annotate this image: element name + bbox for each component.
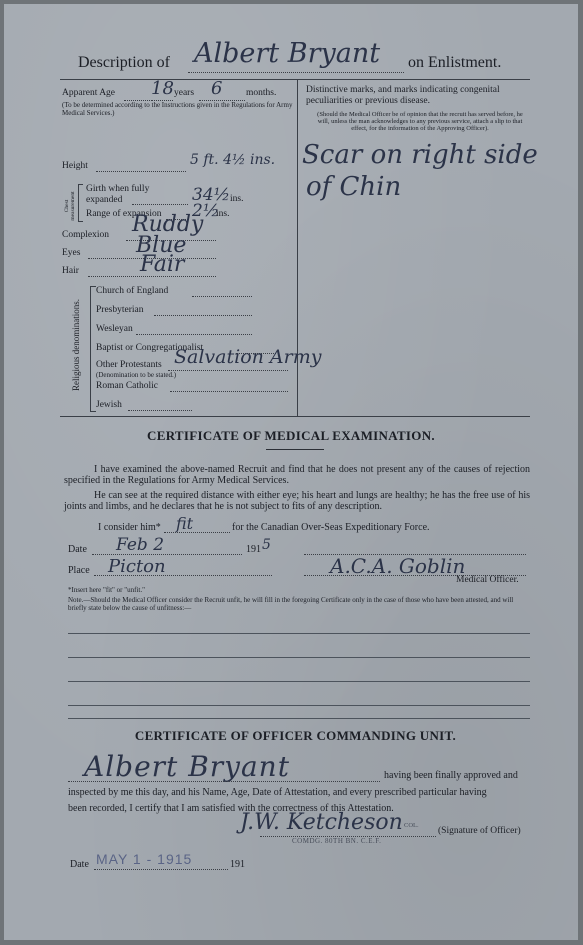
chest-measurement: Chest measurement bbox=[64, 191, 76, 221]
unfit-line-1 bbox=[68, 633, 530, 634]
eyes-value: Blue bbox=[136, 233, 187, 258]
footnote-note: Note.—Should the Medical Officer consider the Recruit unfit, he will fill in the foregoing Certificate only in the case of those who have been attested, and will briefly state below the cause of unfitness:— bbox=[68, 596, 514, 612]
medical-place-value: Picton bbox=[108, 556, 166, 577]
months-label: months. bbox=[246, 88, 277, 98]
height-value: 5 ft. 4½ ins. bbox=[190, 152, 276, 168]
form-top-rule bbox=[60, 79, 530, 80]
hair-label: Hair bbox=[62, 266, 79, 276]
commanding-date-label: Date bbox=[70, 859, 89, 870]
footnote-insert: *Insert here "fit" or "unfit." bbox=[68, 586, 145, 594]
age-label: Apparent Age bbox=[62, 88, 116, 98]
commanding-certificate-title: CERTIFICATE OF OFFICER COMMANDING UNIT. bbox=[134, 728, 457, 743]
unfit-line-5 bbox=[68, 718, 530, 719]
distinctive-marks-line-1: Scar on right side bbox=[302, 140, 538, 170]
denomination-note: (Denomination to be stated.) bbox=[96, 371, 177, 379]
years-label: years bbox=[174, 88, 195, 98]
girth-value: 34½ bbox=[192, 185, 231, 205]
commanding-officer-signature: J.W. Ketcheson bbox=[240, 810, 403, 835]
medical-officer-signature: A.C.A. Goblin bbox=[330, 554, 466, 578]
distinctive-marks-note: (Should the Medical Officer be of opinion that the recruit has served before, he will, unless the man acknowledges to any previous service, attach a slip to that effect, for the information of the Approving Officer). bbox=[317, 111, 523, 132]
religion-wesleyan: Wesleyan bbox=[96, 324, 133, 334]
medical-certificate-title: CERTIFICATE OF MEDICAL EXAMINATION. bbox=[147, 428, 435, 443]
distinctive-marks-heading: Distinctive marks, and marks indicating congenital peculiarities or previous disease. bbox=[306, 85, 500, 106]
religion-presbyterian: Presbyterian bbox=[96, 305, 144, 315]
complexion-label: Complexion bbox=[62, 230, 109, 240]
header-prefix: Description of bbox=[78, 54, 170, 71]
hair-value: Fair bbox=[140, 252, 185, 277]
fitness-value: fit bbox=[176, 514, 194, 533]
consider-suffix: for the Canadian Over-Seas Expeditionary Force. bbox=[232, 522, 430, 533]
medical-officer-label: Medical Officer. bbox=[456, 575, 519, 585]
medical-date-label: Date bbox=[68, 544, 87, 555]
commanding-date-year: 191 bbox=[230, 859, 245, 870]
religious-denominations-label: Religious denominations. bbox=[71, 299, 81, 391]
height-label: Height bbox=[62, 161, 88, 171]
religion-roman-catholic: Roman Catholic bbox=[96, 381, 159, 391]
header-suffix: on Enlistment. bbox=[408, 54, 502, 71]
medical-paragraph-1: I have examined the above-named Recruit and find that he does not present any of the causes of rejection specified in the Regulations for Army Medical Services. bbox=[64, 464, 530, 486]
age-note: (To be determined according to the Instructions given in the Regulations for Army Medical Services.) bbox=[62, 101, 293, 117]
form-bottom-rule bbox=[60, 416, 530, 417]
commanding-line-1: having been finally approved and bbox=[384, 770, 518, 781]
range-value: 2½ bbox=[192, 201, 220, 221]
complexion-value: Ruddy bbox=[132, 212, 204, 237]
medical-date-year: 5 bbox=[262, 537, 271, 553]
age-months: 6 bbox=[211, 78, 223, 99]
religion-baptist: Baptist or Congregationalist bbox=[96, 343, 204, 353]
other-protestant-value: Salvation Army bbox=[174, 346, 322, 368]
commanding-date-stamp: MAY 1 - 1915 bbox=[96, 851, 193, 867]
unfit-line-2 bbox=[68, 657, 530, 658]
range-label: Range of expansion bbox=[86, 209, 162, 219]
commanding-line-2: inspected by me this day, and his Name, Age, Date of Attestation, and every prescribed particular having bbox=[68, 787, 487, 798]
recruit-name: Albert Bryant bbox=[194, 38, 381, 69]
age-years: 18 bbox=[151, 78, 174, 99]
medical-place-label: Place bbox=[68, 565, 90, 576]
religion-jewish: Jewish bbox=[96, 400, 122, 410]
attestation-page: Description of Albert Bryant on Enlistment. Apparent Age 18 years 6 months. (To be determined according to the Instructions given in the Regulations for Army Medical Services.) Height 5 ft. 4½ ins. Chest measurement Girth when fully expanded 34½ ins. Range of expansion 2½ ins. Complexion Ruddy Eyes Blue Hair Fair Religious denominations. Church of England Presbyterian Wesleyan Baptist or Congregationalist Other Protestants Salvation Army (Denomination to be stated.) Roman Catholic Jewish Distinctive marks, and marks indicating congenital peculiarities or previous disease. (Should the Medical Officer be of opinion that the recruit has served before, he will, unless the man acknowledges to any previous service, attach a slip to that effect, for the information of the Approving Officer). Scar on right side of Chin CERTIFICATE OF MEDICAL EXAMINATION. I have examined the above-named Recruit and find that he does not present any of the causes of rejection specified in the Regulations for Army Medical Services. He can see at the required distance with either eye; his heart and lungs are healthy; he has the free use of his joints and limbs, and he declares that he is not subject to fits of any description. I consider him* fit for the Canadian Over-Seas Expeditionary Force. Date Feb 2 191 5 Place Picton A.C.A. Goblin Medical Officer. *Insert here "fit" or "unfit." Note.—Should the Medical Officer consider the Recruit unfit, he will fill in the foregoing Certificate only in the case of those who have been attested, and will briefly state below the cause of unfitness:— CERTIFICATE OF OFFICER COMMANDING UNIT. Albert Bryant having been finally approved and inspected by me this day, and his Name, Age, Date of Attestation, and every prescribed particular having been recorded, I certify that I am satisfied with the correctness of this Attestation. J.W. Ketcheson COL. COMDG. 80TH BN. C.E.F. (Signature of Officer) Date MAY 1 - 1915 191 bbox=[4, 4, 578, 940]
commanding-name-value: Albert Bryant bbox=[84, 750, 290, 783]
officer-stamp-unit: COMDG. 80TH BN. C.E.F. bbox=[292, 837, 382, 845]
officer-stamp-rank: COL. bbox=[404, 822, 419, 829]
girth-label: Girth when fully expanded bbox=[86, 184, 150, 205]
unfit-line-4 bbox=[68, 705, 530, 706]
religion-other-protestants: Other Protestants bbox=[96, 360, 162, 370]
medical-date-value: Feb 2 bbox=[116, 535, 165, 555]
distinctive-marks-line-2: of Chin bbox=[306, 172, 402, 202]
medical-paragraph-2: He can see at the required distance with either eye; his heart and lungs are healthy; he has the free use of his joints and limbs, and he declares that he is not subject to fits of any description. bbox=[64, 490, 530, 512]
religion-church-of-england: Church of England bbox=[96, 286, 169, 296]
unfit-line-3 bbox=[68, 681, 530, 682]
commanding-line-3: been recorded, I certify that I am satisfied with the correctness of this Attestation. bbox=[68, 803, 394, 814]
officer-signature-label: (Signature of Officer) bbox=[438, 826, 521, 836]
eyes-label: Eyes bbox=[62, 248, 81, 258]
consider-label: I consider him* bbox=[98, 522, 161, 533]
